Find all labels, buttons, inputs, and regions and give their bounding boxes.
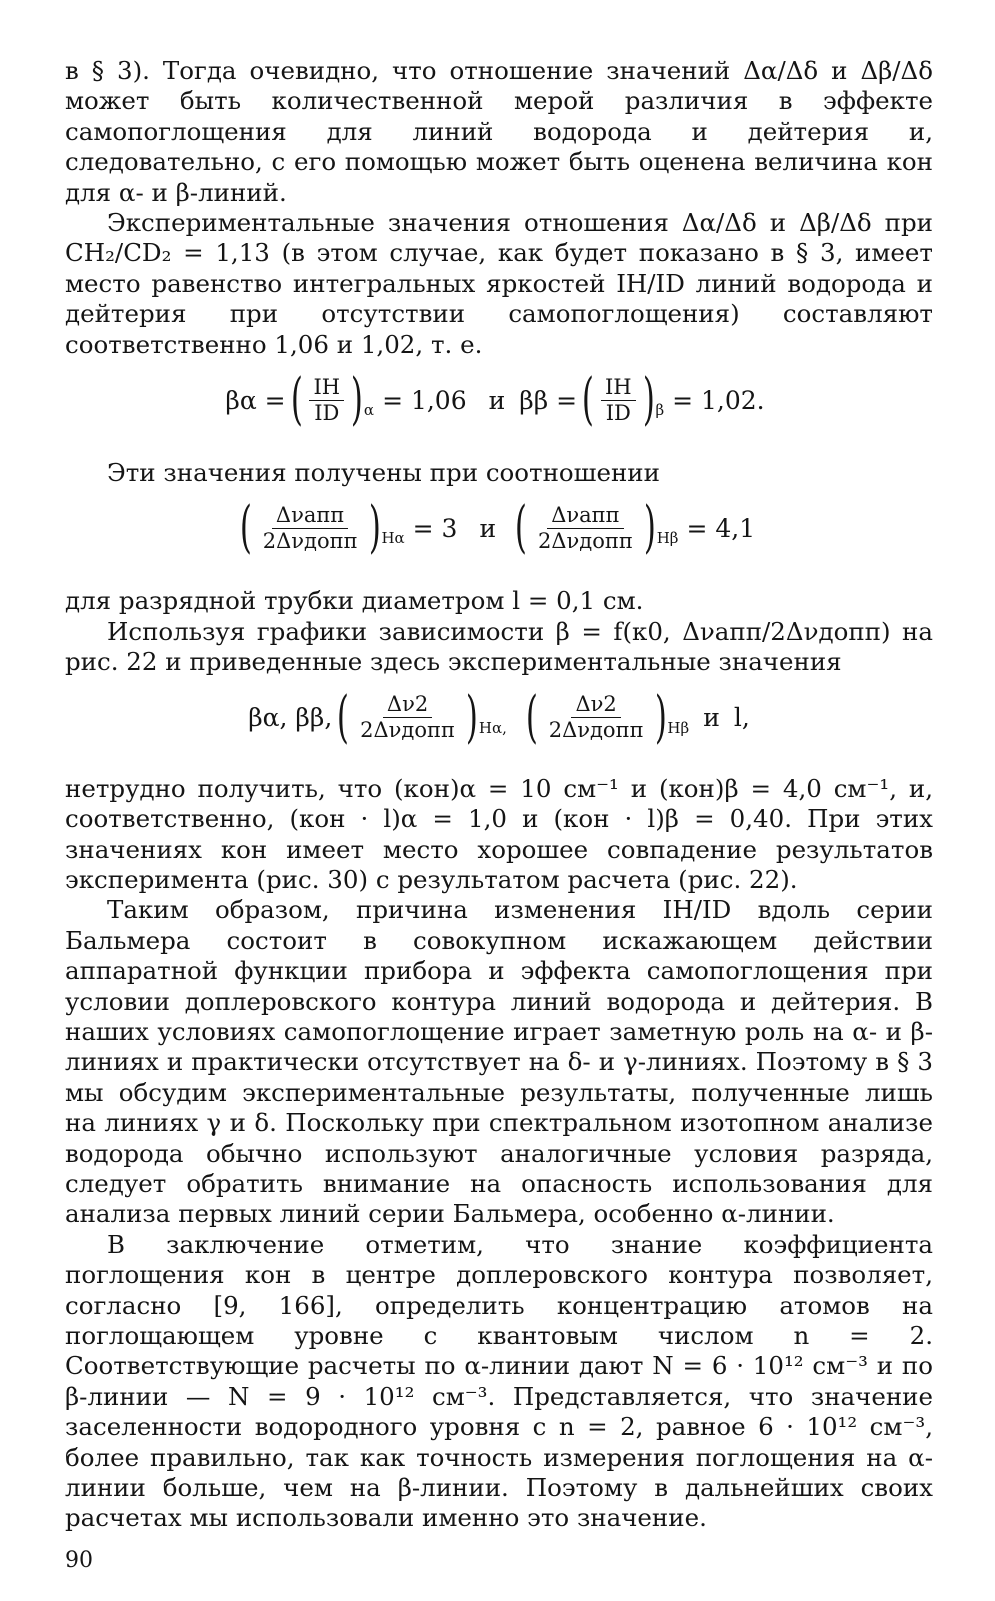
- paragraph-2: Экспериментальные значения отношения Δα/Δδ и Δβ/Δδ при CH₂/CD₂ = 1,13 (в этом случае, как будет показано в § 3, имеет место равенство интегральных яркостей IH/ID линий водорода и дейтерия при отсутствии самопоглощения) составляют соответственно 1,06 и 1,02, т. е.: [65, 208, 933, 359]
- subscript-beta: β: [655, 401, 665, 420]
- fraction-denominator: 2Δνдопп: [360, 718, 455, 743]
- value-alpha: = 3: [412, 513, 458, 543]
- formula-width-ratios: ( $\frac{\text{Δνапп}}{\text{2Δνдопп}}$ ) Hα = 3 и ( $\frac{\text{Δνапп}}{\text{2Δνдопп}}$ ) Hβ = 4,1: [65, 500, 933, 574]
- beta-values: βα, ββ,: [248, 703, 333, 733]
- fraction-numerator: Δνапп: [547, 505, 623, 529]
- length-symbol: l,: [733, 703, 750, 733]
- subscript-h-alpha: Hα,: [478, 718, 507, 737]
- conjunction: и: [488, 385, 506, 415]
- subscript-alpha: α: [363, 401, 375, 420]
- subscript-h-beta: Hβ: [667, 718, 690, 737]
- fraction-numerator: Δν2: [383, 694, 432, 718]
- fraction-denominator: 2Δνдопп: [538, 528, 633, 553]
- fraction-numerator: Δνапп: [272, 505, 348, 529]
- paragraph-5: Используя графики зависимости β = f(κ0, Δνапп/2Δνдопп) на рис. 22 и приведенные здесь экспериментальные значения: [65, 616, 933, 677]
- conjunction: и: [703, 703, 720, 733]
- paragraph-3: Эти значения получены при соотношении: [107, 458, 660, 488]
- fraction-numerator: Δν2: [571, 694, 620, 718]
- beta-beta-symbol: ββ =: [519, 385, 578, 415]
- paragraph-8: В заключение отметим, что знание коэффициента поглощения κон в центре доплеровского контура позволяет, согласно [9, 166], определить концентрацию атомов на поглощающем уровне с квантовым числом n = 2. Соответствующие расчеты по α-линии дают N = 6 · 10¹² см⁻³ и по β-линии — N = 9 · 10¹² см⁻³. Представляется, что значение заселенности водородного уровня с n = 2, равное 6 · 10¹² см⁻³, более правильно, так как точность измерения поглощения на α-линии больше, чем на β-линии. Поэтому в дальнейших своих расчетах мы использовали именно это значение.: [65, 1229, 933, 1533]
- paragraph-7: Таким образом, причина изменения IH/ID вдоль серии Бальмера состоит в совокупном искажающем действии аппаратной функции прибора и эффекта самопоглощения при условии доплеровского контура линий водорода и дейтерия. В наших условиях самопоглощение играет заметную роль на α- и β-линиях и практически отсутствует на δ- и γ-линиях. Поэтому в § 3 мы обсудим экспериментальные результаты, полученные лишь на линиях γ и δ. Поскольку при спектральном изотопном анализе водорода обычно используют аналогичные условия разряда, следует обратить внимание на опасность использования для анализа первых линий серии Бальмера, особенно α-линии.: [65, 895, 933, 1229]
- paragraph-6: нетрудно получить, что (κон)α = 10 см⁻¹ и (κон)β = 4,0 см⁻¹, и, соответственно, (κон · l)α = 1,0 и (κон · l)β = 0,40. При этих значениях κон имеет место хорошее совпадение результатов эксперимента (рис. 30) с результатом расчета (рис. 22).: [65, 773, 933, 894]
- fraction-denominator: 2Δνдопп: [548, 718, 644, 743]
- formula-parameters: βα, ββ, ( $\frac{\Delta\nu 2}{\text{2Δνдопп}}$ ) Hα, ( $\frac{\Delta\nu 2}{\text{2Δνдопп}}$ ) Hβ и l,: [248, 684, 750, 750]
- conjunction: и: [479, 513, 497, 543]
- subscript-h-alpha: Hα: [381, 529, 405, 548]
- beta-alpha-symbol: βα =: [225, 385, 286, 415]
- subscript-h-beta: Hβ: [656, 529, 679, 548]
- fraction-denominator: 2Δνдопп: [262, 528, 358, 553]
- value-beta: = 1,02.: [672, 385, 765, 415]
- paragraph-1: в § 3). Тогда очевидно, что отношение значений Δα/Δδ и Δβ/Δδ может быть количественной мерой различия в эффекте самопоглощения для линий водорода и дейтерия и, следовательно, с его помощью может быть оценена величина κон для α- и β-линий.: [65, 56, 933, 207]
- paragraph-4: для разрядной трубки диаметром l = 0,1 см.: [65, 586, 644, 616]
- fraction-numerator: IH: [309, 377, 344, 401]
- formula-beta-ratios: βα = ( $\frac{IH}{ID}$ ) α = 1,06 и ββ = ( $\frac{IH}{ID}$ ) β = 1,02.: [65, 372, 933, 446]
- fraction-denominator: ID: [605, 400, 631, 425]
- fraction-numerator: IH: [601, 377, 636, 401]
- value-beta: = 4,1: [686, 513, 756, 543]
- fraction-denominator: ID: [314, 400, 340, 425]
- page-number: 90: [65, 1548, 93, 1573]
- value-alpha: = 1,06: [382, 385, 467, 415]
- body-text: [65, 56, 933, 1534]
